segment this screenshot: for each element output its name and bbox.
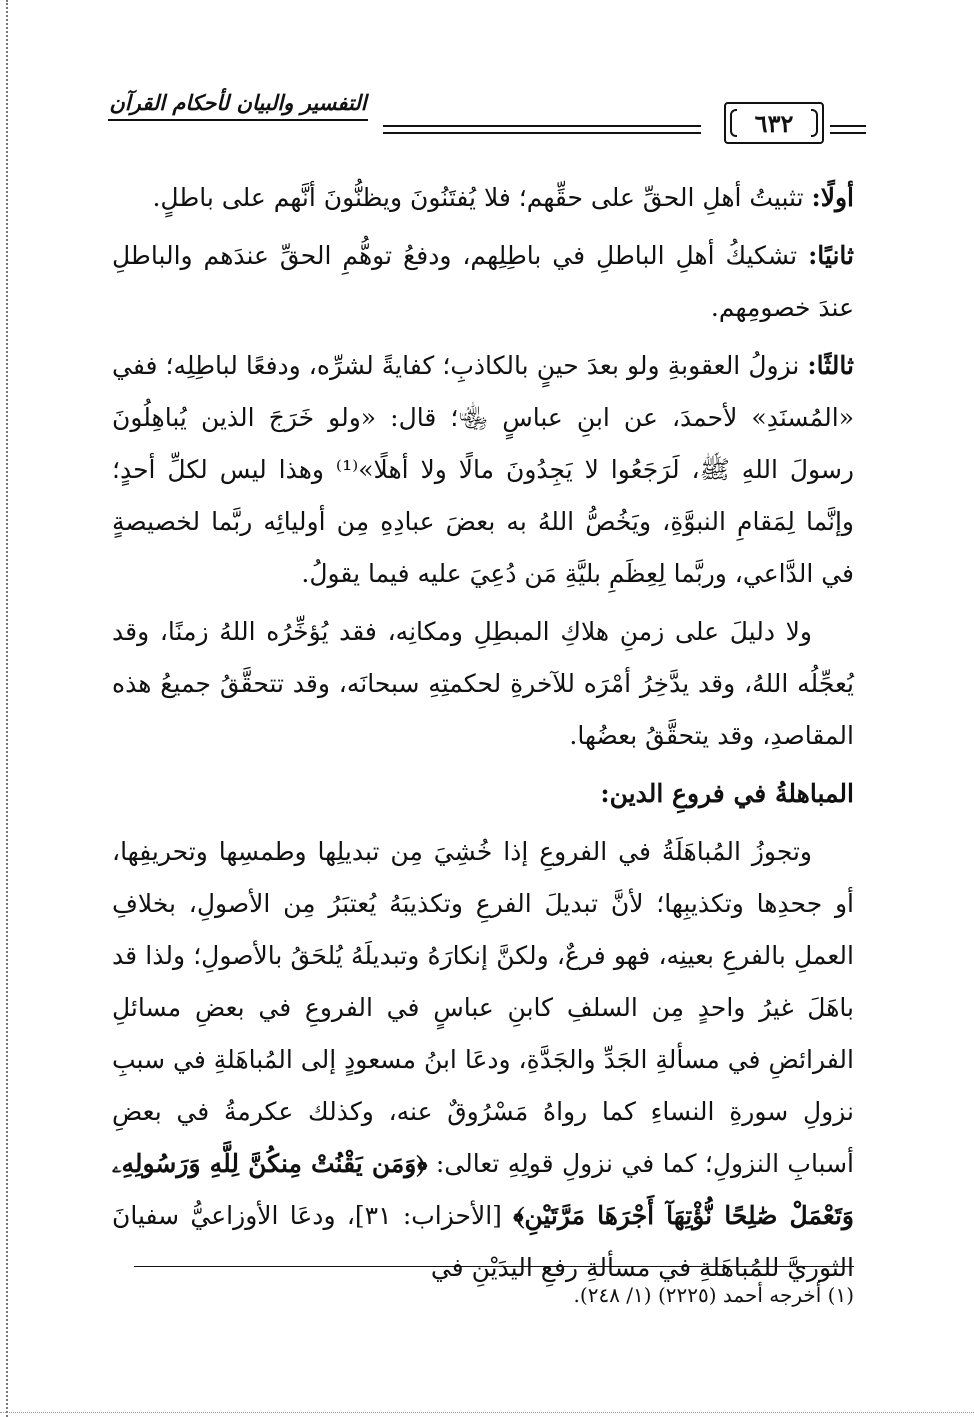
- main-text: [112, 172, 854, 1300]
- paragraph-final: [112, 826, 854, 1294]
- header-rule: [830, 125, 866, 127]
- paragraph-text: وتجوزُ المُباهَلَةُ في الفروعِ إذا خُشِيَ مِن تبديلِها وطمسِها وتحريفِها، أو جحدِها وتكذيبِها؛ لأنَّ تبديلَ الفرعِ وتكذيبَهُ يُعتبَرُ مِن الأصولِ، بخلافِ العملِ بالفرعِ بعينِه، فهو فرعٌ، ولكنَّ إنكارَهُ وتبديلَهُ يُلحَقُ بالأصولِ؛ ولذا قد باهَلَ غيرُ واحدٍ مِن السلفِ كابنِ عباسٍ في الفروعِ في بعضِ مسائلِ الفرائضِ في مسألةِ الجَدِّ والجَدَّةِ، ودعَا ابنُ مسعودٍ إلى المُباهَلةِ في سببِ نزولِ سورةِ النساءِ كما رواهُ مَسْرُوقٌ عنه، وكذلك عكرمةُ في بعضِ أسبابِ النزولِ؛ كما في نزولِ قولِهِ تعالى:: [112, 837, 854, 1178]
- header-rule: [383, 132, 701, 134]
- footnote: (١) أخرجه أحمد (٢٢٢٥) (١/ ٢٤٨).: [573, 1283, 854, 1307]
- paragraph-text: نزولُ العقوبةِ ولو بعدَ حينٍ بالكاذبِ؛ كفايةً لشرِّه، ودفعًا لباطِلِه؛ ففي «المُسنَدِ» لأحمدَ، عن ابنِ عباسٍ ﵄؛ قال: «ولو خَرَجَ الذين يُباهِلُونَ رسولَ اللهِ ﷺ، لَرَجَعُوا لا يَجِدُونَ مالًا ولا أهلًا»⁽¹⁾ وهذا ليس لكلِّ أحدٍ؛ وإنَّما لِمَقامِ النبوَّةِ، ويَخُصُّ اللهُ به بعضَ عبادِهِ مِن أوليائِه ربَّما لخصيصةٍ في الدَّاعي، وربَّما لِعِظَمِ بليَّةِ مَن دُعِيَ عليه فيما يقولُ.: [112, 351, 854, 588]
- quran-verse: ﴿وَمَن يَقْنُتْ مِنكُنَّ لِلَّهِ وَرَسُولِهِۦ وَتَعْمَلْ صَٰلِحًا نُّؤْتِهَآ أَجْرَهَا مَرَّتَيْنِ﴾: [112, 1149, 854, 1230]
- header-rule: [383, 125, 701, 127]
- paragraph-lead: ثالثًا:: [807, 351, 854, 380]
- page-header: [108, 88, 866, 148]
- paragraph-text: تشكيكُ أهلِ الباطلِ في باطِلِهم، ودفعُ توهُّمِ الحقِّ عندَهم والباطلِ عندَ خصومِهم.: [112, 241, 854, 322]
- paragraph-lead: ثانيًا:: [808, 241, 854, 270]
- page-number: [724, 102, 824, 144]
- page-number-text: ٦٣٢: [754, 108, 794, 138]
- paragraph-first: [112, 172, 854, 224]
- paragraph-lead: أولًا:: [811, 183, 854, 212]
- header-rule: [830, 132, 866, 134]
- paragraph-text: تثبيتُ أهلِ الحقِّ على حقِّهم؛ فلا يُفتَنُونَ ويظنُّونَ أنَّهم على باطلٍ.: [152, 183, 812, 212]
- paragraph-fourth: [112, 606, 854, 762]
- scan-edge: [0, 0, 8, 1417]
- paragraph-third: [112, 340, 854, 600]
- footnote-divider: [134, 1266, 854, 1267]
- section-heading: المباهلةُ في فروعِ الدين:: [600, 779, 854, 808]
- scan-edge-bottom: [0, 1412, 974, 1413]
- paragraph-text: ولا دليلَ على زمنِ هلاكِ المبطِلِ ومكانِه، فقد يُؤخِّرُه اللهُ زمنًا، وقد يُعجِّلُه اللهُ، وقد يدَّخِرُ أمْرَه للآخرةِ لحكمتِهِ سبحانَه، وقد تتحقَّقُ جميعُ هذه المقاصدِ، وقد يتحقَّقُ بعضُها.: [112, 617, 854, 750]
- running-title: التفسير والبيان لأحكام القرآن: [108, 90, 368, 121]
- paragraph-text: [الأحزاب: ٣١]، ودعَا الأوزاعيُّ سفيانَ الثوريَّ للمُباهَلةِ في مسألةِ رفعِ اليدَيْنِ في: [112, 1201, 854, 1282]
- paragraph-second: [112, 230, 854, 334]
